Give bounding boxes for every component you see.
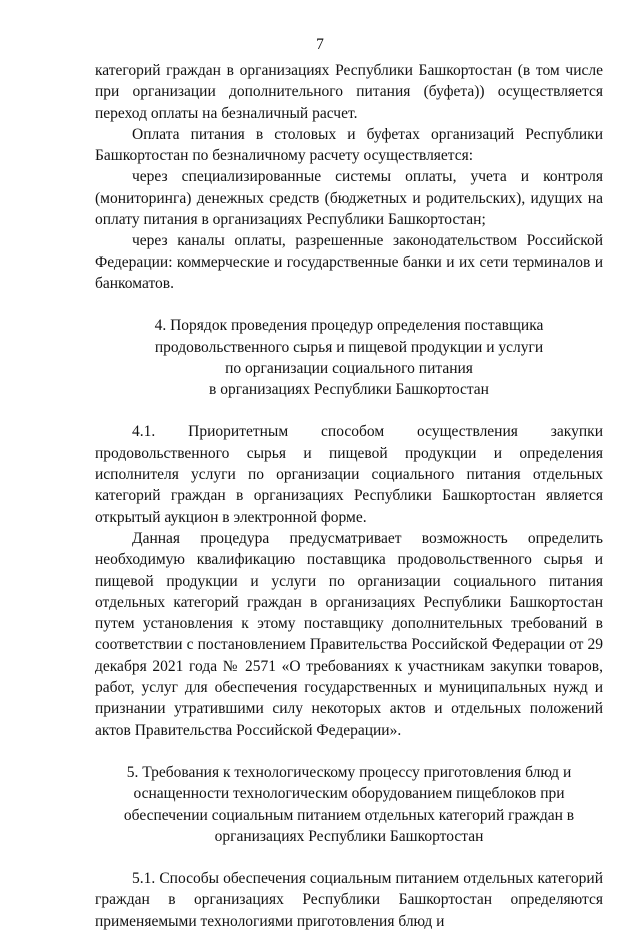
paragraph-payment-intro: Оплата питания в столовых и буфетах организаций Республики Башкортостан по безналичному расчету осуществляется:	[95, 125, 603, 165]
section-4-title-line: по организации социального питания	[225, 359, 473, 377]
section-4-title-line: продовольственного сырья и пищевой продукции и услуги	[154, 338, 544, 356]
section-5-title	[95, 762, 603, 847]
paragraph-5-1: 5.1. Способы обеспечения социальным питанием отдельных категорий граждан в организациях Республики Башкортостан определяются применяемыми технологиями приготовления блюд и	[95, 870, 603, 930]
section-5-title-line: оснащенности технологическим оборудованием пищеблоков при	[133, 785, 565, 803]
paragraph-payment-channels: через каналы оплаты, разрешенные законодательством Российской Федерации: коммерческие и государственные банки и их сети терминалов и банкоматов.	[95, 232, 603, 292]
section-4-title-line: в организациях Республики Башкортостан	[209, 381, 489, 399]
document-body	[95, 60, 603, 932]
section-5-title-line: организациях Республики Башкортостан	[214, 827, 484, 845]
section-4-title	[95, 315, 603, 400]
paragraph-4-1: 4.1. Приоритетным способом осуществления закупки продовольственного сырья и пищевой продукции и определения исполнителя услуги по организации социального питания отдельных категорий граждан в организациях Республики Башкортостан является открытый аукцион в электронной форме.	[95, 423, 603, 526]
paragraph-continued: категорий граждан в организациях Республики Башкортостан (в том числе при организации дополнительного питания (буфета)) осуществляется переход оплаты на безналичный расчет.	[95, 62, 603, 122]
paragraph-payment-systems: через специализированные системы оплаты, учета и контроля (мониторинга) денежных средств (бюджетных и родительских), идущих на оплату питания в организациях Республики Башкортостан;	[95, 168, 603, 229]
section-4-title-line: 4. Порядок проведения процедур определения поставщика	[154, 317, 544, 335]
page-number: 7	[316, 36, 324, 53]
section-5-title-line: обеспечении социальным питанием отдельных категорий граждан в	[123, 806, 575, 824]
paragraph-procedure: Данная процедура предусматривает возможность определить необходимую квалификацию поставщика продовольственного сырья и пищевой продукции и услуги по организации социального питания отдельных категорий граждан в организациях Республики Башкортостан путем установления к этому поставщику дополнительных требований в соответствии с постановлением Правительства Российской Федерации от 29 декабря 2021 года № 2571 «О требованиях к участникам закупки товаров, работ, услуг для обеспечения государственных и муниципальных нужд и признании утратившими силу некоторых актов и отдельных положений актов Правительства Российской Федерации».	[95, 529, 603, 739]
section-5-title-line: 5. Требования к технологическому процессу приготовления блюд и	[126, 763, 572, 781]
